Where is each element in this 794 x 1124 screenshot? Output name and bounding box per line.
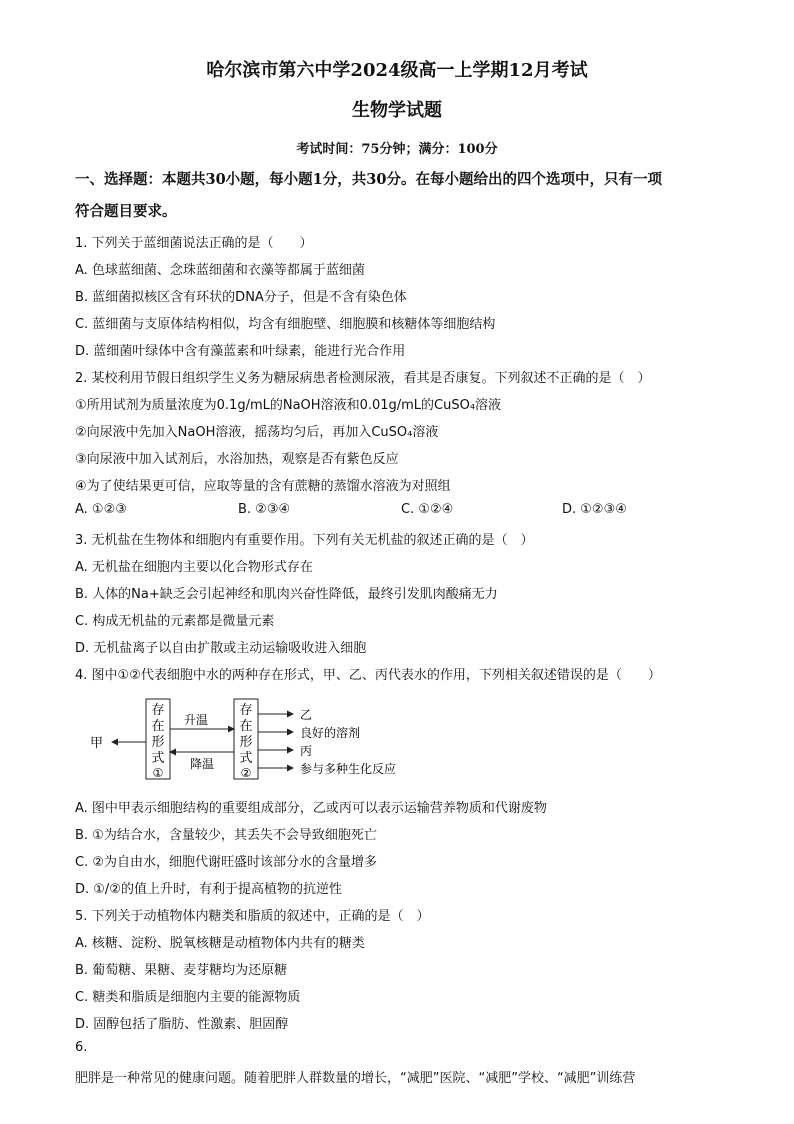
q6-number: 6. [75,1040,88,1055]
q2-stem: 2. 某校利用节假日组织学生义务为糖尿病患者检测尿液，看其是否康复。下列叙述不正确的是（ ） [75,371,651,386]
q2-statement-4: ④为了使结果更可信，应取等量的含有蔗糖的蒸馏水溶液为对照组 [75,479,451,494]
q1-option-a: A. 色球蓝细菌、念珠蓝细菌和衣藻等都属于蓝细菌 [75,263,365,278]
water-forms-diagram [88,696,428,786]
section-heading-line2: 符合题目要求。 [75,203,177,220]
q1-option-c: C. 蓝细菌与支原体结构相似，均含有细胞壁、细胞膜和核糖体等细胞结构 [75,317,496,332]
box2-char-3: 形 [239,735,253,750]
diagram-heat-label: 升温 [183,713,209,727]
box1-char-4: 式 [151,751,165,766]
box1-char-3: 形 [151,735,165,750]
q3-stem: 3. 无机盐在生物体和细胞内有重要作用。下列有关无机盐的叙述正确的是（ ） [75,533,534,548]
q5-option-c: C. 糖类和脂质是细胞内主要的能源物质 [75,990,301,1005]
q3-option-c: C. 构成无机盐的元素都是微量元素 [75,614,275,629]
exam-meta: 考试时间：75分钟；满分：100分 [296,142,498,157]
q2-option-c: C. ①②④ [401,502,454,517]
q1-option-d: D. 蓝细菌叶绿体中含有藻蓝素和叶绿素，能进行光合作用 [75,344,406,359]
q5-option-a: A. 核糖、淀粉、脱氧核糖是动植物体内共有的糖类 [75,936,365,951]
box2-char-1: 存 [239,703,253,718]
q3-option-b: B. 人体的Na+缺乏会引起神经和肌肉兴奋性降低，最终引发肌肉酸痛无力 [75,587,498,602]
q4-option-c: C. ②为自由水，细胞代谢旺盛时该部分水的含量增多 [75,855,377,870]
q2-option-a: A. ①②③ [75,502,127,517]
exam-title: 哈尔滨市第六中学2024级高一上学期12月考试 [206,60,588,81]
q2-statement-2: ②向尿液中先加入NaOH溶液，摇荡均匀后，再加入CuSO₄溶液 [75,425,439,440]
q5-stem: 5. 下列关于动植物体内糖类和脂质的叙述中，正确的是（ ） [75,909,430,924]
q2-statement-3: ③向尿液中加入试剂后，水浴加热，观察是否有紫色反应 [75,452,399,467]
box1-char-2: 在 [151,719,165,734]
box1-char-5: ① [152,766,164,780]
q3-option-d: D. 无机盐离子以自由扩散或主动运输吸收进入细胞 [75,641,367,656]
q1-option-b: B. 蓝细菌拟核区含有环状的DNA分子，但是不含有染色体 [75,290,407,305]
box1-char-1: 存 [151,703,165,718]
diagram-jia-label: 甲 [90,736,104,751]
exam-subtitle: 生物学试题 [352,100,442,121]
q4-option-a: A. 图中甲表示细胞结构的重要组成部分，乙或丙可以表示运输营养物质和代谢废物 [75,801,547,816]
q6-line1: 肥胖是一种常见的健康问题。随着肥胖人群数量的增长，“减肥”医院、“减肥”学校、“减肥”训练营 [75,1071,636,1086]
q4-stem: 4. 图中①②代表细胞中水的两种存在形式，甲、乙、丙代表水的作用，下列相关叙述错误的是（ ） [75,668,661,683]
q5-option-d: D. 固醇包括了脂肪、性激素、胆固醇 [75,1017,289,1032]
diagram-out-bing: 丙 [300,744,313,758]
box2-char-2: 在 [239,719,253,734]
diagram-out-solvent: 良好的溶剂 [300,726,361,740]
q2-option-d: D. ①②③④ [562,502,627,517]
section-heading-line1: 一、选择题：本题共30小题，每小题1分，共30分。在每小题给出的四个选项中，只有一项 [75,171,662,188]
q3-option-a: A. 无机盐在细胞内主要以化合物形式存在 [75,560,313,575]
box2-char-4: 式 [239,751,253,766]
q5-option-b: B. 葡萄糖、果糖、麦芽糖均为还原糖 [75,963,288,978]
diagram-out-reaction: 参与多种生化反应 [300,762,397,776]
q4-option-b: B. ①为结合水，含量较少，其丢失不会导致细胞死亡 [75,828,377,843]
q4-option-d: D. ①/②的值上升时，有利于提高植物的抗逆性 [75,882,342,897]
q2-option-b: B. ②③④ [238,502,291,517]
diagram-out-yi: 乙 [300,708,313,722]
diagram-cool-label: 降温 [189,757,215,771]
q1-stem: 1. 下列关于蓝细菌说法正确的是（ ） [75,236,313,251]
q2-statement-1: ①所用试剂为质量浓度为0.1g/mL的NaOH溶液和0.01g/mL的CuSO₄溶液 [75,398,502,413]
box2-char-5: ② [240,766,252,780]
